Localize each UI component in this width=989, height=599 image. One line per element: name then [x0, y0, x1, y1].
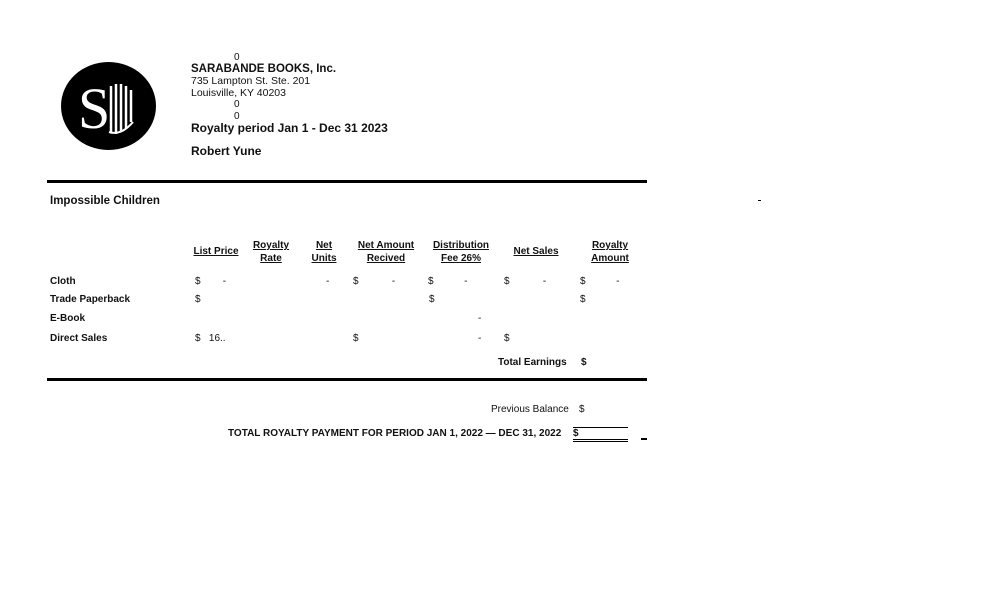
- row-label-ebook: E-Book: [50, 313, 85, 324]
- direct-net-amount: $: [353, 333, 359, 344]
- stray-mark-payment: [641, 438, 647, 440]
- total-earnings-label: Total Earnings: [498, 357, 567, 368]
- row-label-direct-sales: Direct Sales: [50, 333, 108, 344]
- cloth-royalty-amount: $ -: [580, 276, 620, 287]
- company-address-line-2: Louisville, KY 40203: [191, 87, 286, 99]
- author-name: Robert Yune: [191, 144, 262, 158]
- total-payment-currency: $: [573, 428, 579, 439]
- trade-distribution-fee: $: [429, 294, 435, 305]
- header-zero-line-3: 0: [234, 111, 240, 122]
- cloth-list-price: $ -: [195, 276, 227, 287]
- company-address-line-1: 735 Lampton St. Ste. 201: [191, 75, 311, 87]
- ebook-distribution-fee: -: [478, 313, 482, 324]
- row-label-trade-paperback: Trade Paperback: [50, 294, 131, 305]
- cloth-distribution-fee: $ -: [428, 276, 468, 287]
- col-header-royalty-rate-line1: Royalty: [252, 240, 290, 251]
- header-zero-line-2: 0: [234, 99, 240, 110]
- col-header-net-units-line1: Net: [315, 240, 333, 251]
- col-header-net-amount-line2: Recived: [366, 252, 406, 264]
- trade-list-price: $: [195, 294, 201, 305]
- svg-text:S: S: [78, 76, 111, 141]
- previous-balance-label: Previous Balance: [491, 404, 569, 415]
- royalty-period: Royalty period Jan 1 - Dec 31 2023: [191, 121, 388, 135]
- bottom-divider: [47, 378, 647, 381]
- col-header-distribution-fee: [428, 240, 494, 265]
- col-header-distribution-line2: Fee 26%: [440, 252, 482, 264]
- col-header-net-units-line2: Units: [311, 252, 337, 264]
- direct-distribution-fee: -: [478, 333, 482, 344]
- sarabande-logo-icon: [61, 62, 156, 150]
- total-payment-value: [573, 428, 628, 442]
- col-header-royalty-amount-line1: Royalty: [591, 240, 629, 251]
- total-earnings-currency: $: [581, 357, 587, 368]
- cloth-net-amount: $ -: [353, 276, 396, 287]
- col-header-list-price: List Price: [193, 246, 239, 257]
- header-zero-line-1: 0: [234, 52, 240, 63]
- direct-net-sales: $: [504, 333, 510, 344]
- previous-balance-currency: $: [579, 404, 585, 415]
- stray-mark: [758, 200, 761, 201]
- col-header-royalty-rate: [246, 240, 296, 265]
- direct-list-price: $ 16..: [195, 333, 226, 344]
- cloth-net-sales: $ -: [504, 276, 547, 287]
- total-payment-label: TOTAL ROYALTY PAYMENT FOR PERIOD JAN 1, 2022 — DEC 31, 2022: [228, 428, 562, 439]
- row-label-cloth: Cloth: [50, 276, 76, 287]
- col-header-net-amount: [353, 240, 419, 265]
- top-divider: [47, 180, 647, 183]
- col-header-distribution-line1: Distribution: [432, 240, 490, 251]
- company-name: SARABANDE BOOKS, Inc.: [191, 63, 337, 75]
- col-header-net-sales: Net Sales: [513, 246, 559, 257]
- cloth-net-units: -: [326, 276, 330, 287]
- col-header-net-amount-line1: Net Amount: [357, 240, 415, 251]
- col-header-royalty-rate-line2: Rate: [260, 252, 282, 264]
- col-header-royalty-amount: [584, 240, 636, 265]
- col-header-royalty-amount-line2: Amount: [591, 252, 629, 264]
- col-header-net-units: [304, 240, 344, 265]
- trade-royalty-amount: $: [580, 294, 586, 305]
- book-title: Impossible Children: [50, 195, 160, 207]
